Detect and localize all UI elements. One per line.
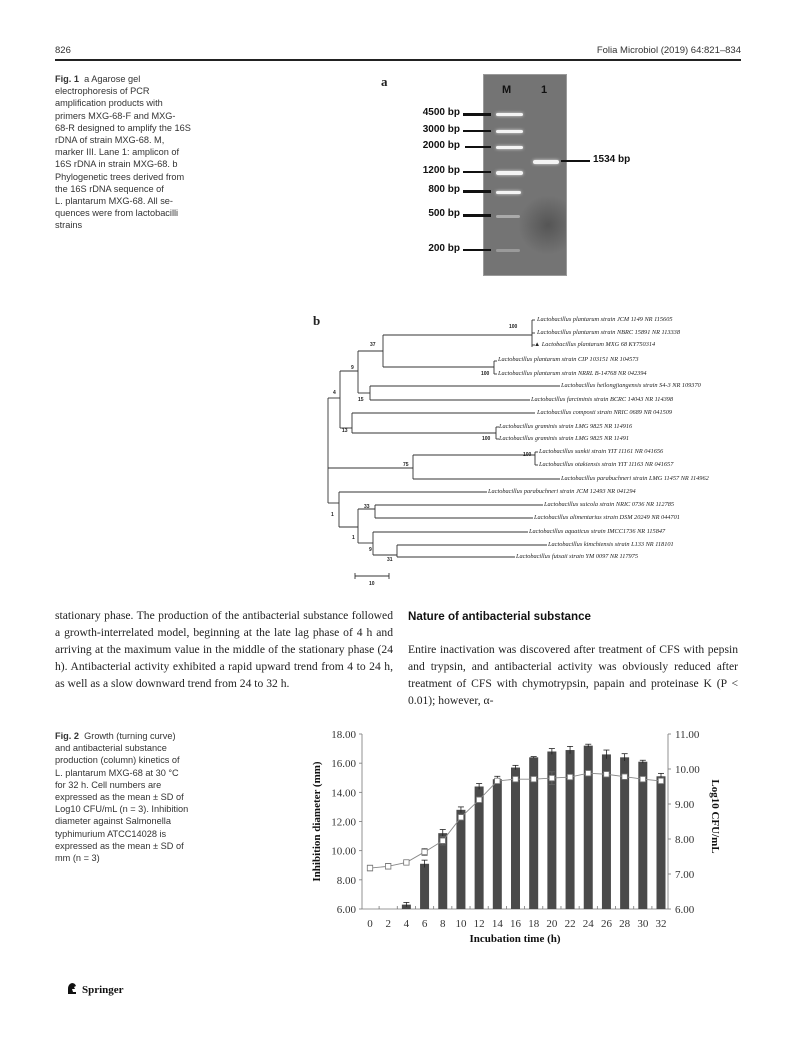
bar [511, 768, 520, 909]
caption-line: diameter against Salmonella [55, 816, 171, 827]
growth-data-point [640, 776, 645, 781]
growth-data-point [622, 774, 627, 779]
section-heading: Nature of antibacterial substance [408, 610, 591, 623]
y-tick-label: 8.00 [336, 874, 356, 887]
x-tick-label: 8 [440, 918, 446, 930]
tree-taxon: Lactobacillus plantarum strain NRRL B-14768 NR 042394 [498, 370, 647, 377]
growth-data-point [367, 865, 372, 870]
bootstrap-value: 9 [369, 547, 372, 553]
bootstrap-value: 100 [481, 371, 490, 377]
caption-line: production (column) kinetics of [55, 755, 180, 766]
x-tick-label: 24 [582, 918, 594, 930]
tree-taxon: Lactobacillus kimchiensis strain L133 NR 118101 [548, 541, 674, 548]
bar [475, 787, 484, 910]
growth-data-point [495, 778, 500, 783]
caption-line: and antibacterial substance [55, 743, 167, 754]
y2-tick-label: 11.00 [675, 729, 700, 741]
y-tick-label: 12.00 [331, 816, 356, 829]
lane-label-marker: M [502, 84, 512, 96]
tree-taxon: Lactobacillus heilongjiangensis strain S4-3 NR 109370 [561, 382, 701, 389]
springer-logo [66, 982, 124, 1000]
x-tick-label: 30 [637, 918, 649, 930]
caption-line: Growth (turning curve) [84, 731, 176, 741]
tree-taxon: Lactobacillus parabuchneri strain LMG 11457 NR 114962 [561, 475, 709, 482]
caption-line: electrophoresis of PCR [55, 86, 150, 97]
caption-line: expressed as the mean ± SD of [55, 840, 184, 851]
y-tick-label: 10.00 [331, 845, 356, 858]
caption-line: mm (n = 3) [55, 853, 100, 864]
y-tick-label: 14.00 [331, 787, 356, 800]
caption-line: strains [55, 220, 83, 231]
caption-line: rDNA of strain MXG-68. M, [55, 135, 165, 146]
x-tick-label: 16 [510, 918, 521, 930]
bar [493, 779, 502, 909]
y2-tick-label: 7.00 [675, 869, 695, 881]
marker-label-1200: 1200 bp [422, 165, 460, 176]
bootstrap-value: 37 [370, 342, 376, 348]
growth-data-point [476, 797, 481, 802]
tree-taxon: Lactobacillus alimentarius strain DSM 20249 NR 044701 [534, 514, 680, 521]
bootstrap-value: 9 [351, 365, 354, 371]
caption-line: 68-R designed to amplify the 16S [55, 122, 191, 133]
caption-line: Log10 CFU/mL (n = 3). Inhibition [55, 804, 189, 815]
bar [657, 776, 666, 909]
growth-data-point [404, 860, 409, 865]
caption-line: expressed as the mean ± SD of [55, 792, 184, 803]
caption-line: L. plantarum MXG-68 at 30 °C [55, 767, 179, 778]
x-tick-label: 18 [528, 918, 540, 930]
marker-label-2000: 2000 bp [422, 140, 460, 151]
y2-axis-title: Log10 CFU/mL [709, 779, 721, 854]
page-number: 826 [55, 45, 71, 56]
bootstrap-value: 31 [387, 557, 393, 563]
x-tick-label: 20 [546, 918, 558, 930]
tree-taxon: Lactobacillus composti strain NRIC 0689 NR 041509 [537, 409, 673, 416]
bootstrap-value: 100 [482, 436, 491, 442]
growth-data-point [567, 774, 572, 779]
fig1-caption-label: Fig. 1 [55, 74, 79, 84]
y-tick-label: 16.00 [331, 758, 356, 771]
tree-taxon: Lactobacillus aquaticus strain IMCC1736 NR 115847 [529, 528, 666, 535]
bar [602, 754, 611, 909]
journal-reference: Folia Microbiol (2019) 64:821–834 [596, 45, 741, 56]
fig2-caption-label: Fig. 2 [55, 731, 79, 741]
x-tick-label: 10 [455, 918, 467, 930]
bootstrap-value: 33 [364, 504, 370, 510]
growth-data-point [458, 815, 463, 820]
x-tick-label: 32 [655, 918, 667, 930]
caption-line: marker III. Lane 1: amplicon of [55, 147, 180, 158]
y2-tick-label: 6.00 [675, 904, 695, 916]
marker-label-500: 500 bp [428, 208, 460, 219]
y-tick-label: 6.00 [336, 904, 356, 916]
caption-line: L. plantarum MXG-68. All se- [55, 196, 173, 207]
tree-taxon: Lactobacillus graminis strain LMG 9825 NR 11491 [499, 435, 630, 442]
tree-taxon-query: ▲ Lactobacillus plantarum MXG 68 KY750314 [534, 341, 656, 348]
growth-data-point [658, 778, 663, 783]
body-paragraph-left: stationary phase. The production of the antibacterial substance followed a growth-interrelated model, beginning at the late lag phase of 4 h and arriving at the maximum value in the middle of the stationary phase (24 h). Antibacterial activity exhibited a rapid upward trend from 4 to 24 h, as well as a slow downward trend from 24 to 32 h. [55, 609, 393, 690]
x-tick-label: 12 [473, 918, 485, 930]
caption-line: for 32 h. Cell numbers are [55, 779, 162, 790]
caption-line: the 16S rDNA sequence of [55, 183, 164, 194]
tree-taxon: Lactobacillus graminis strain LMG 9825 NR 114916 [499, 423, 633, 430]
bootstrap-value: 100 [509, 324, 518, 330]
x-tick-label: 28 [619, 918, 631, 930]
y2-tick-label: 9.00 [675, 799, 695, 811]
y-axis-title: Inhibition diameter (mm) [311, 761, 323, 882]
x-axis-title: Incubation time (h) [469, 933, 561, 945]
caption-line: a Agarose gel [84, 74, 141, 84]
tree-taxon: Lactobacillus plantarum strain CIP 103151 NR 104573 [498, 356, 639, 363]
caption-line: Phylogenetic trees derived from [55, 171, 185, 182]
x-tick-label: 0 [367, 918, 373, 930]
growth-data-point [604, 772, 609, 777]
product-size-label: 1534 bp [593, 154, 631, 165]
bar-series [402, 744, 666, 909]
bootstrap-value: 75 [403, 462, 409, 468]
caption-line: quences were from lactobacilli [55, 208, 179, 219]
bootstrap-value: 1 [352, 535, 355, 541]
y2-tick-label: 10.00 [675, 764, 700, 776]
springer-horse-icon [66, 982, 78, 995]
marker-label-4500: 4500 bp [422, 107, 460, 118]
growth-data-point [385, 864, 390, 869]
bootstrap-value: 15 [358, 397, 364, 403]
tree-taxon: Lactobacillus otakiensis strain YIT 11163 NR 041657 [539, 461, 674, 468]
caption-line: primers MXG-68-F and MXG- [55, 110, 176, 121]
caption-line: typhimurium ATCC14028 is [55, 828, 167, 839]
growth-data-point [531, 776, 536, 781]
panel-b-label: b [313, 313, 321, 328]
bootstrap-value: 1 [331, 512, 334, 518]
bar [620, 757, 629, 909]
growth-data-point [440, 838, 445, 843]
tree-taxon: Lactobacillus plantarum strain NBRC 15891 NR 113338 [537, 329, 680, 336]
marker-label-200: 200 bp [428, 243, 460, 254]
x-tick-label: 26 [600, 918, 612, 930]
growth-data-point [586, 771, 591, 776]
caption-line: amplification products with [55, 98, 163, 109]
tree-taxon: Lactobacillus plantarum strain JCM 1149 NR 115605 [537, 316, 673, 323]
y-tick-label: 18.00 [331, 729, 356, 741]
growth-data-point [513, 776, 518, 781]
x-tick-label: 2 [385, 918, 391, 930]
growth-data-point [422, 849, 427, 854]
marker-label-800: 800 bp [428, 184, 460, 195]
tree-taxon: Lactobacillus parabuchneri strain JCM 12493 NR 041294 [488, 488, 636, 495]
bootstrap-value: 4 [333, 390, 336, 396]
bootstrap-value: 100 [523, 452, 532, 458]
x-tick-label: 22 [564, 918, 576, 930]
x-tick-label: 6 [421, 918, 428, 930]
y2-tick-label: 8.00 [675, 834, 695, 846]
publisher-name: Springer [82, 984, 124, 996]
growth-data-point [549, 775, 554, 780]
caption-line: 16S rDNA in strain MXG-68. b [55, 159, 178, 170]
bootstrap-value: 13 [342, 428, 348, 434]
bar [566, 750, 575, 909]
lane-label-1: 1 [541, 84, 548, 96]
body-paragraph-right: Entire inactivation was discovered after treatment of CFS with pepsin and trypsin, and antibacterial activity was obviously reduced after treatment of CFS with chymotrypsin, papain and proteinase K (P < 0.01); however, α- [408, 643, 738, 707]
tree-taxon: Lactobacillus farciminis strain BCRC 14043 NR 114398 [531, 396, 674, 403]
bar [638, 762, 647, 909]
tree-taxon: Lactobacillus sunkii strain YIT 11161 NR 041656 [539, 448, 664, 455]
tree-taxon: Lactobacillus futsaii strain YM 0097 NR 117975 [516, 553, 638, 560]
tree-taxon: Lactobacillus suicola strain NRIC 0736 NR 112785 [544, 501, 675, 508]
x-tick-label: 14 [491, 918, 503, 930]
marker-label-3000: 3000 bp [422, 124, 460, 135]
panel-a-label: a [381, 74, 388, 89]
x-tick-label: 4 [403, 918, 410, 930]
bar [420, 864, 429, 909]
scale-bar-label: 10 [369, 581, 375, 587]
bar [456, 810, 465, 909]
